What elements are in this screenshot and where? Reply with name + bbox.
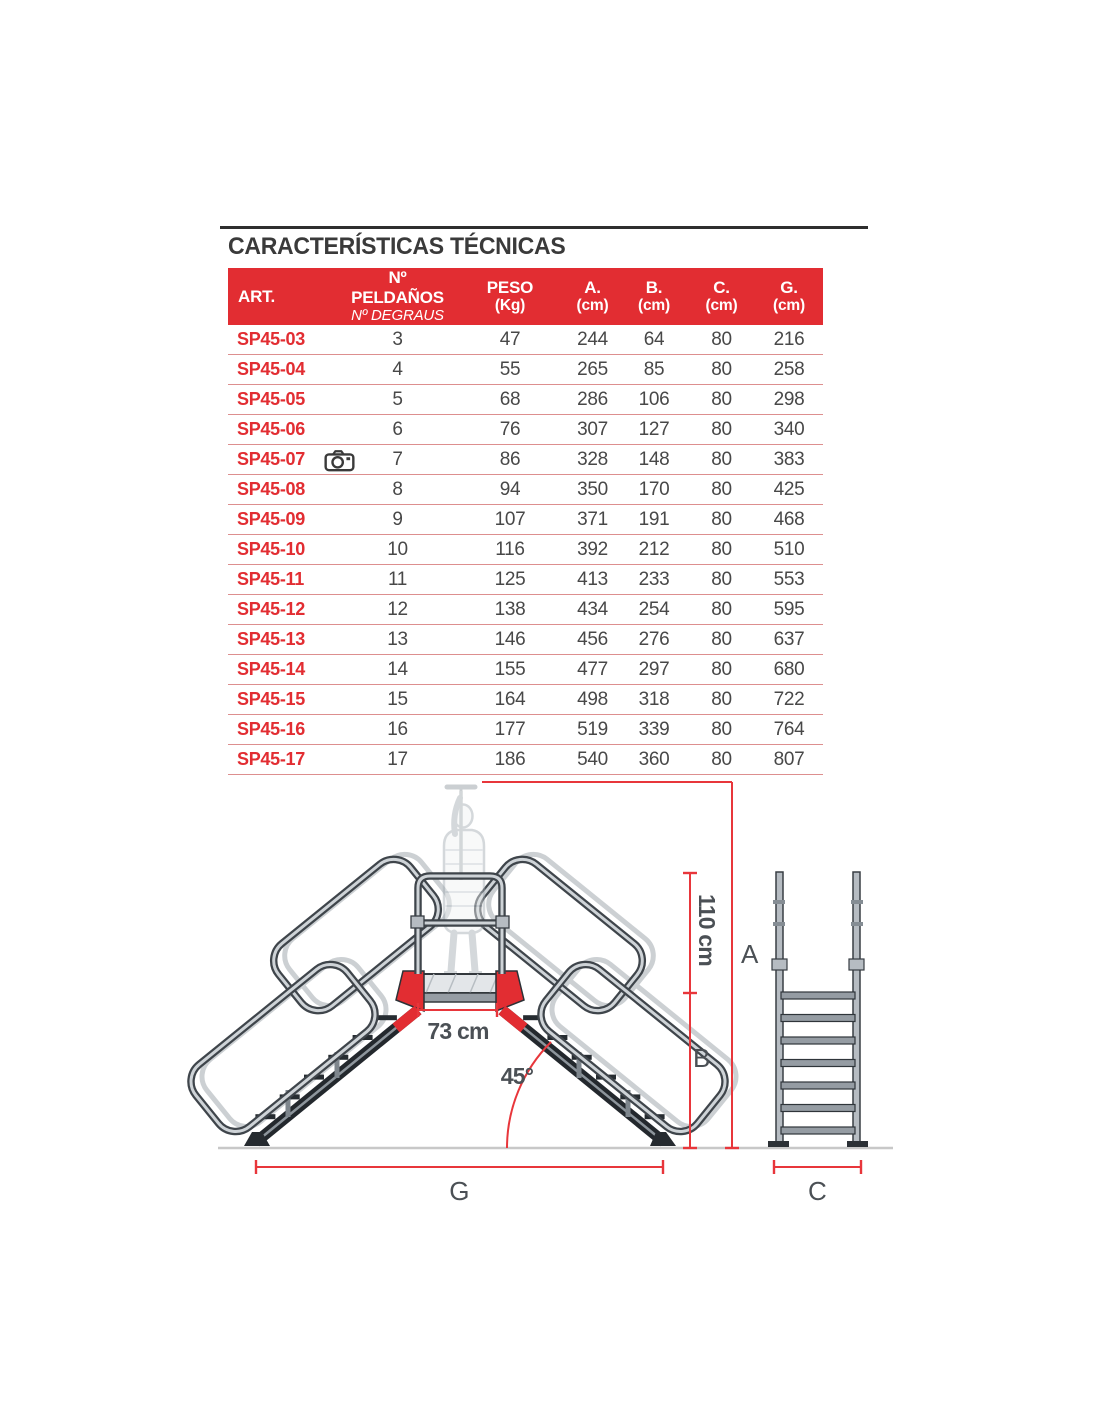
table-row <box>228 475 823 505</box>
art-cell: SP45-03 <box>237 329 305 349</box>
art-cell: SP45-14 <box>237 659 305 679</box>
top-divider-rule <box>220 226 868 229</box>
table-row <box>228 445 823 475</box>
table-header <box>228 268 823 325</box>
steps-cell: 10 <box>387 538 408 560</box>
rail-posts <box>288 1052 628 1117</box>
peso-cell: 116 <box>495 538 525 560</box>
art-cell: SP45-15 <box>237 689 305 709</box>
art-cell: SP45-07 <box>228 449 340 470</box>
dim-c-cell: 80 <box>711 688 732 710</box>
dimension-platform-width <box>418 1003 497 1044</box>
steps-cell: 4 <box>392 358 403 380</box>
peso-cell: 55 <box>499 358 521 380</box>
dim-c-cell: 80 <box>711 388 732 410</box>
dim-b-cell: 170 <box>638 478 670 500</box>
dim-g-cell: 637 <box>773 628 805 650</box>
peso-cell: 47 <box>499 328 521 350</box>
dim-a-cell: 328 <box>577 448 608 470</box>
table-body <box>228 325 823 775</box>
peso-cell: 146 <box>494 628 526 650</box>
steps-cell: 12 <box>387 598 408 620</box>
dim-a-label: A <box>741 939 758 969</box>
dim-a-cell: 540 <box>577 748 608 770</box>
dim-a-cell: 307 <box>577 418 608 440</box>
dim-g-cell: 298 <box>773 388 805 410</box>
peso-cell: 68 <box>499 388 521 410</box>
art-cell: SP45-04 <box>237 359 305 379</box>
dim-b-cell: 339 <box>638 718 670 740</box>
dim-c-cell: 80 <box>711 748 732 770</box>
table-row <box>228 715 823 745</box>
dim-b-cell: 64 <box>643 328 665 350</box>
angle-label: 45° <box>500 1063 534 1089</box>
dim-b-cell: 318 <box>638 688 670 710</box>
steps-cell: 14 <box>387 658 408 680</box>
steps-cell: 5 <box>392 388 403 410</box>
art-cell: SP45-10 <box>237 539 305 559</box>
col-header-b: B. (cm) <box>638 277 670 315</box>
guardrail-height-label: 110 cm <box>694 894 720 966</box>
dim-c-cell: 80 <box>711 418 732 440</box>
dim-a-cell: 265 <box>577 358 608 380</box>
steps-cell: 17 <box>387 748 408 770</box>
dim-c-cell: 80 <box>711 328 732 350</box>
art-cell: SP45-05 <box>237 389 305 409</box>
dim-a-cell: 392 <box>577 538 608 560</box>
front-view-ladder <box>768 872 868 1147</box>
technical-diagram <box>0 760 1100 1230</box>
dimension-g <box>256 1160 663 1206</box>
person-figure <box>444 787 484 973</box>
table-row <box>228 685 823 715</box>
peso-cell: 155 <box>494 658 526 680</box>
steps-cell: 9 <box>392 508 403 530</box>
dim-a-cell: 286 <box>577 388 608 410</box>
dim-b-cell: 276 <box>638 628 670 650</box>
dim-c-cell: 80 <box>711 478 732 500</box>
col-header-c: C. (cm) <box>705 277 738 315</box>
steps-cell: 6 <box>392 418 403 440</box>
dim-g-cell: 510 <box>773 538 805 560</box>
art-cell: SP45-09 <box>237 509 305 529</box>
art-cell: SP45-13 <box>237 629 305 649</box>
table-row <box>228 655 823 685</box>
red-stringer-left <box>396 1010 418 1028</box>
dim-c-cell: 80 <box>711 448 732 470</box>
art-cell: SP45-08 <box>237 479 305 499</box>
peso-cell: 164 <box>494 688 526 710</box>
col-header-g: G. (cm) <box>773 277 805 315</box>
dim-a-cell: 371 <box>577 508 608 530</box>
col-header-peso: PESO (Kg) <box>486 277 534 315</box>
dim-g-cell: 383 <box>773 448 805 470</box>
table-row <box>228 355 823 385</box>
table-row <box>228 505 823 535</box>
table-row <box>228 325 823 355</box>
table-row <box>228 385 823 415</box>
dim-b-cell: 254 <box>638 598 670 620</box>
dim-g-cell: 425 <box>773 478 805 500</box>
platform-support-right <box>496 971 524 1011</box>
dim-g-cell: 216 <box>773 328 805 350</box>
peso-cell: 186 <box>494 748 526 770</box>
art-cell: SP45-17 <box>237 749 305 769</box>
dim-g-cell: 553 <box>773 568 805 590</box>
dim-a-cell: 413 <box>577 568 608 590</box>
dim-a-cell: 456 <box>577 628 608 650</box>
steps-cell: 3 <box>392 328 403 350</box>
dim-b-cell: 233 <box>638 568 670 590</box>
art-cell: SP45-11 <box>237 569 304 589</box>
art-cell: SP45-12 <box>237 599 305 619</box>
dim-b-cell: 85 <box>643 358 665 380</box>
dim-b-cell: 106 <box>638 388 670 410</box>
dim-b-cell: 360 <box>638 748 670 770</box>
platform-width-label: 73 cm <box>427 1018 489 1044</box>
dim-g-cell: 340 <box>773 418 805 440</box>
peso-cell: 125 <box>494 568 526 590</box>
table-row <box>228 565 823 595</box>
dimension-c <box>774 1160 861 1206</box>
camera-icon[interactable] <box>323 448 356 472</box>
dim-g-cell: 468 <box>773 508 805 530</box>
dim-b-cell: 212 <box>638 538 670 560</box>
dim-g-cell: 722 <box>773 688 805 710</box>
dim-a-cell: 434 <box>577 598 608 620</box>
dim-a-cell: 350 <box>577 478 608 500</box>
dim-g-cell: 764 <box>773 718 805 740</box>
dim-g-cell: 595 <box>773 598 805 620</box>
dim-g-label: G <box>449 1176 469 1206</box>
dim-c-label: C <box>808 1176 826 1206</box>
art-cell: SP45-06 <box>237 419 305 439</box>
platform-support-left <box>396 971 424 1011</box>
dim-b-label: B <box>693 1043 710 1073</box>
spec-table <box>228 268 823 775</box>
section-title: CARACTERÍSTICAS TÉCNICAS <box>228 233 566 260</box>
dimension-angle <box>501 1042 551 1148</box>
dim-c-cell: 80 <box>711 568 732 590</box>
ladder-rungs <box>781 992 855 1134</box>
steps-cell: 7 <box>392 448 403 470</box>
dim-g-cell: 807 <box>773 748 805 770</box>
peso-cell: 138 <box>494 598 526 620</box>
dim-c-cell: 80 <box>711 598 732 620</box>
steps-cell: 11 <box>387 568 408 590</box>
dim-a-cell: 498 <box>577 688 608 710</box>
steps-cell: 8 <box>392 478 403 500</box>
table-row <box>228 625 823 655</box>
col-header-steps: Nº PELDAÑOS Nº DEGRAUS <box>351 268 444 325</box>
dim-c-cell: 80 <box>711 538 732 560</box>
dim-b-cell: 297 <box>638 658 670 680</box>
peso-cell: 76 <box>499 418 521 440</box>
dim-a-cell: 519 <box>577 718 608 740</box>
dim-c-cell: 80 <box>711 628 732 650</box>
side-view-crossover <box>182 787 745 1146</box>
col-header-art: ART. <box>238 286 275 306</box>
dim-c-cell: 80 <box>711 718 732 740</box>
steps-cell: 15 <box>387 688 408 710</box>
peso-cell: 94 <box>499 478 521 500</box>
steps-cell: 16 <box>387 718 408 740</box>
dim-c-cell: 80 <box>711 358 732 380</box>
table-row <box>228 415 823 445</box>
peso-cell: 86 <box>499 448 521 470</box>
red-stringer-right <box>502 1010 524 1028</box>
dim-b-cell: 127 <box>638 418 670 440</box>
dim-c-cell: 80 <box>711 508 732 530</box>
col-header-a: A. (cm) <box>576 277 609 315</box>
steps-cell: 13 <box>387 628 408 650</box>
peso-cell: 177 <box>494 718 526 740</box>
art-cell: SP45-16 <box>237 719 305 739</box>
dim-a-cell: 477 <box>577 658 608 680</box>
dim-b-cell: 191 <box>638 508 670 530</box>
dim-c-cell: 80 <box>711 658 732 680</box>
peso-cell: 107 <box>494 508 526 530</box>
table-row <box>228 535 823 565</box>
table-row <box>228 595 823 625</box>
dim-a-cell: 244 <box>577 328 608 350</box>
dim-b-cell: 148 <box>638 448 670 470</box>
dim-g-cell: 680 <box>773 658 805 680</box>
dim-g-cell: 258 <box>773 358 805 380</box>
platform-deck <box>419 974 501 1002</box>
